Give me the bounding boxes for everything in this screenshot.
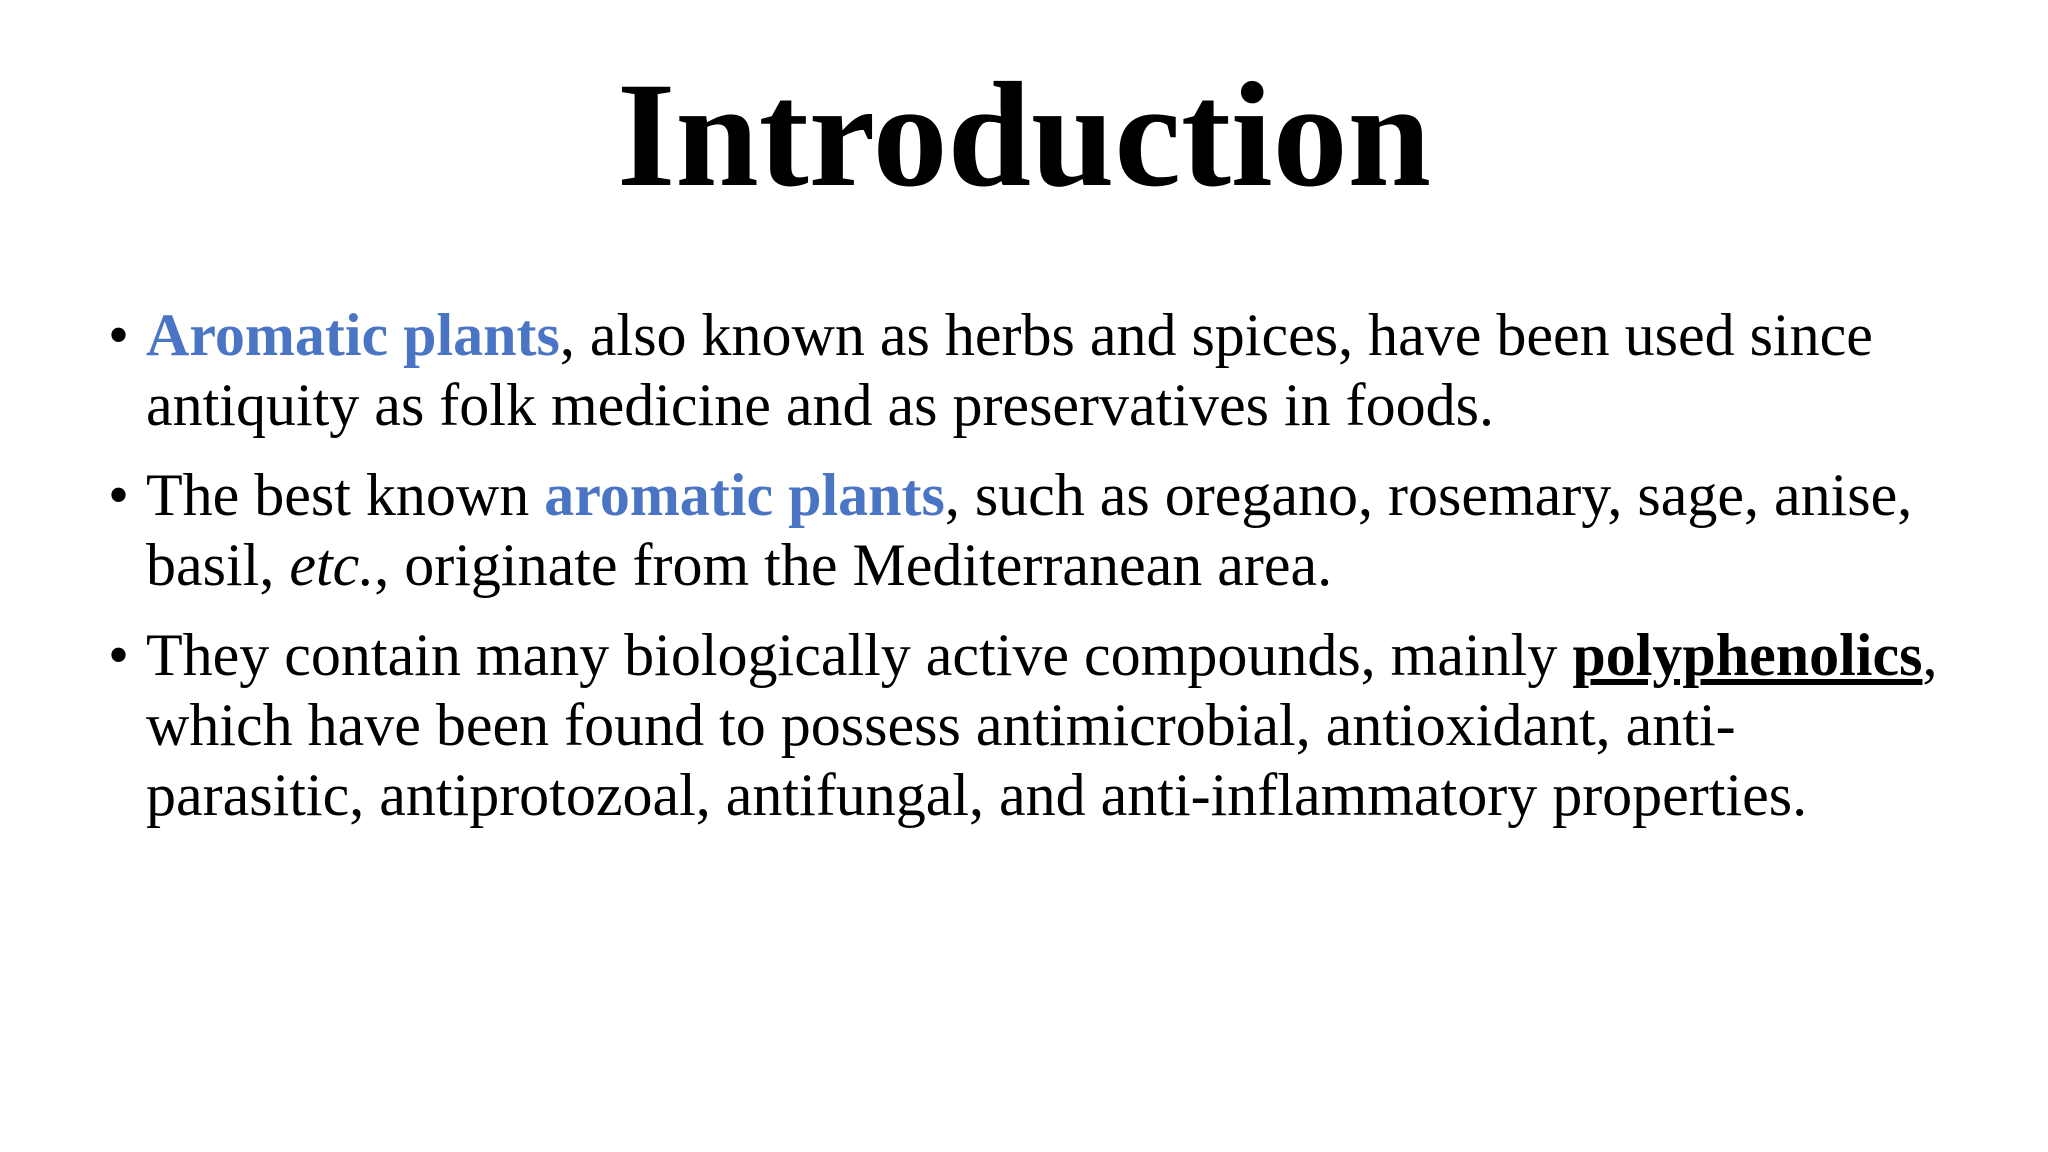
bullet-marker: • (108, 302, 130, 368)
bullet-item-1 (108, 300, 1938, 440)
bullet-marker: • (108, 462, 130, 528)
bullet-marker: • (108, 622, 130, 688)
bullet-2-highlight: aromatic plants (544, 462, 945, 528)
bullet-1-text: , also known as herbs and spices, have been used since antiquity as folk medicine and as preservatives in foods. (146, 302, 1873, 438)
bullet-2-italic: etc. (289, 532, 375, 598)
bullet-item-3 (108, 620, 1938, 830)
bullet-1-highlight: Aromatic plants (146, 302, 560, 368)
bullet-item-2 (108, 460, 1938, 600)
bullet-2-text-end: , originate from the Mediterranean area. (374, 532, 1333, 598)
bullet-3-highlight: polyphenolics (1572, 622, 1923, 688)
bullet-list (108, 300, 1938, 850)
bullet-3-text-end: , which have been found to possess antimicrobial, antioxidant, anti-parasitic, antiprotozoal, antifungal, and anti-inflammatory properties. (146, 622, 1938, 828)
slide-title: Introduction (616, 52, 1432, 218)
bullet-2-text-middle: , such as oregano, rosemary, sage, anise, basil, (146, 462, 1913, 598)
bullet-3-text-start: They contain many biologically active compounds, mainly (146, 622, 1573, 688)
bullet-2-text-start: The best known (146, 462, 545, 528)
